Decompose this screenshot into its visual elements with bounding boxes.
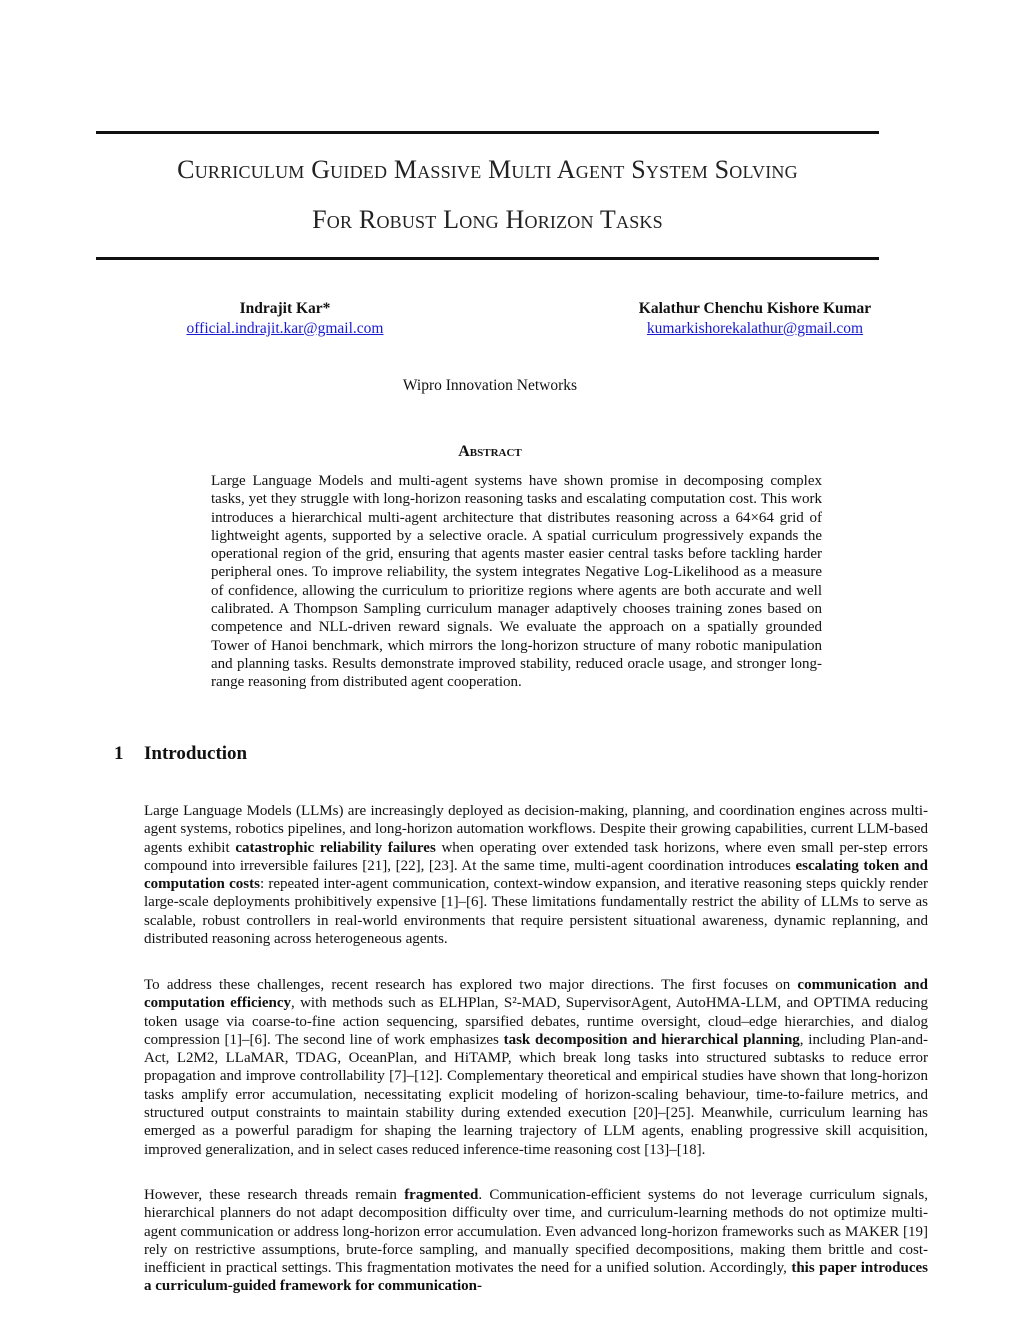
text-run: , with methods such as ELHPlan, S²-MAD, SupervisorAgent, AutoHMA-LLM, and OPTIMA reducing token usage via coarse-to-fine action sequencing, sparsified debates, runtime oversight, cloud–edge hierarchies, and dialog compression [1]–[6]. The second line of work emphasizes	[144, 995, 928, 1048]
section-title: Introduction	[144, 743, 248, 764]
text-run: However, these research threads remain	[144, 1187, 405, 1203]
text-run: : repeated inter-agent communication, context-window expansion, and iterative reasoning steps quickly render large-scale deployments prohibitively expensive [1]–[6]. These limitations fundamentally restrict the ability of LLMs to serve as scalable, robust controllers in real-world environments that require persistent situational awareness, dynamic replanning, and distributed reasoning across heterogeneous agents.	[144, 876, 928, 948]
abstract-heading: Abstract	[458, 443, 522, 460]
intro-paragraph-1	[144, 802, 928, 948]
bold-phrase: escalating token and computation costs	[144, 857, 928, 893]
section-heading	[114, 743, 247, 765]
title-top-rule	[96, 131, 879, 134]
text-run: Large Language Models (LLMs) are increasingly deployed as decision-making, planning, and coordination engines across multi-agent systems, robotics pipelines, and long-horizon automation workflows. Despite their growing capabilities, current LLM-based agents exhibit	[144, 803, 928, 856]
intro-paragraph-2	[144, 976, 928, 1159]
author-block-1	[160, 300, 410, 338]
affiliation: Wipro Innovation Networks	[402, 377, 578, 394]
bold-phrase: catastrophic reliability failures	[235, 839, 436, 856]
title-bottom-rule	[96, 257, 879, 260]
author-block-2	[620, 300, 890, 338]
text-run: , including Plan-and-Act, L2M2, LLaMAR, TDAG, OceanPlan, and HiTAMP, which break long tasks into structured subtasks to reduce error propagation and improve controllability [7]–[12]. Complementary theoretical and empirical studies have shown that long-horizon tasks amplify error accumulation, necessitating explicit modeling of horizon-scaling behaviour, time-to-failure metrics, and structured output constraints to maintain stability during extended execution [20]–[25]. Meanwhile, curriculum learning has emerged as a powerful paradigm for shaping the learning trajectory of LLM agents, enabling progressive skill acquisition, improved generalization, and in select cases reduced inference-time reasoning cost [13]–[18].	[144, 1031, 928, 1158]
author-email-link[interactable]: official.indrajit.kar@gmail.com	[186, 320, 384, 337]
section-number: 1	[114, 743, 124, 764]
bold-phrase: fragmented	[404, 1187, 479, 1203]
text-run: when operating over extended task horizons, where even small per-step errors compound into irreversible failures [21], [22], [23]. At the same time, multi-agent coordination introduces	[144, 839, 929, 874]
intro-paragraph-3	[144, 1186, 928, 1296]
author-name: Kalathur Chenchu Kishore Kumar	[638, 300, 872, 317]
bold-phrase: task decomposition and hierarchical planning	[503, 1031, 800, 1048]
author-name: Indrajit Kar*	[239, 300, 331, 317]
abstract-text: Large Language Models and multi-agent systems have shown promise in decomposing complex tasks, yet they struggle with long-horizon reasoning tasks and escalating computation cost. This work introduces a hierarchical multi-agent architecture that distributes reasoning across a 64×64 grid of lightweight agents, supported by a selective oracle. A spatial curriculum progressively expands the operational region of the grid, ensuring that agents master easier central tasks before tackling harder peripheral ones. To improve reliability, the system integrates Negative Log-Likelihood as a measure of confidence, allowing the curriculum to prioritize regions where agents are both accurate and well calibrated. A Thompson Sampling curriculum manager adaptively chooses training zones based on competence and NLL-driven reward signals. We evaluate the approach on a spatially grounded Tower of Hanoi benchmark, which mirrors the long-horizon structure of many robotic manipulation and planning tasks. Results demonstrate improved stability, reduced oracle usage, and stronger long-range reasoning from distributed agent cooperation.	[211, 473, 822, 691]
bold-phrase: this paper introduces a curriculum-guided framework for communication-	[144, 1260, 928, 1295]
author-email-link[interactable]: kumarkishorekalathur@gmail.com	[646, 320, 864, 337]
text-run: To address these challenges, recent research has explored two major directions. The first focuses on	[144, 977, 798, 993]
paper-title-line-1: Curriculum Guided Massive Multi Agent System Solving	[177, 155, 798, 184]
paper-title-line-2: For Robust Long Horizon Tasks	[312, 205, 663, 234]
bold-phrase: communication and computation efficiency	[144, 977, 928, 1012]
text-run: . Communication-efficient systems do not leverage curriculum signals, hierarchical planners do not adapt decomposition difficulty over time, and curriculum-learning methods do not optimize multi-agent communication or address long-horizon error accumulation. Even advanced long-horizon frameworks such as MAKER [19] rely on restrictive assumptions, brute-force sampling, and manually specified decompositions, making them brittle and cost-inefficient in practical settings. This fragmentation motivates the need for a unified solution. Accordingly,	[144, 1187, 928, 1277]
